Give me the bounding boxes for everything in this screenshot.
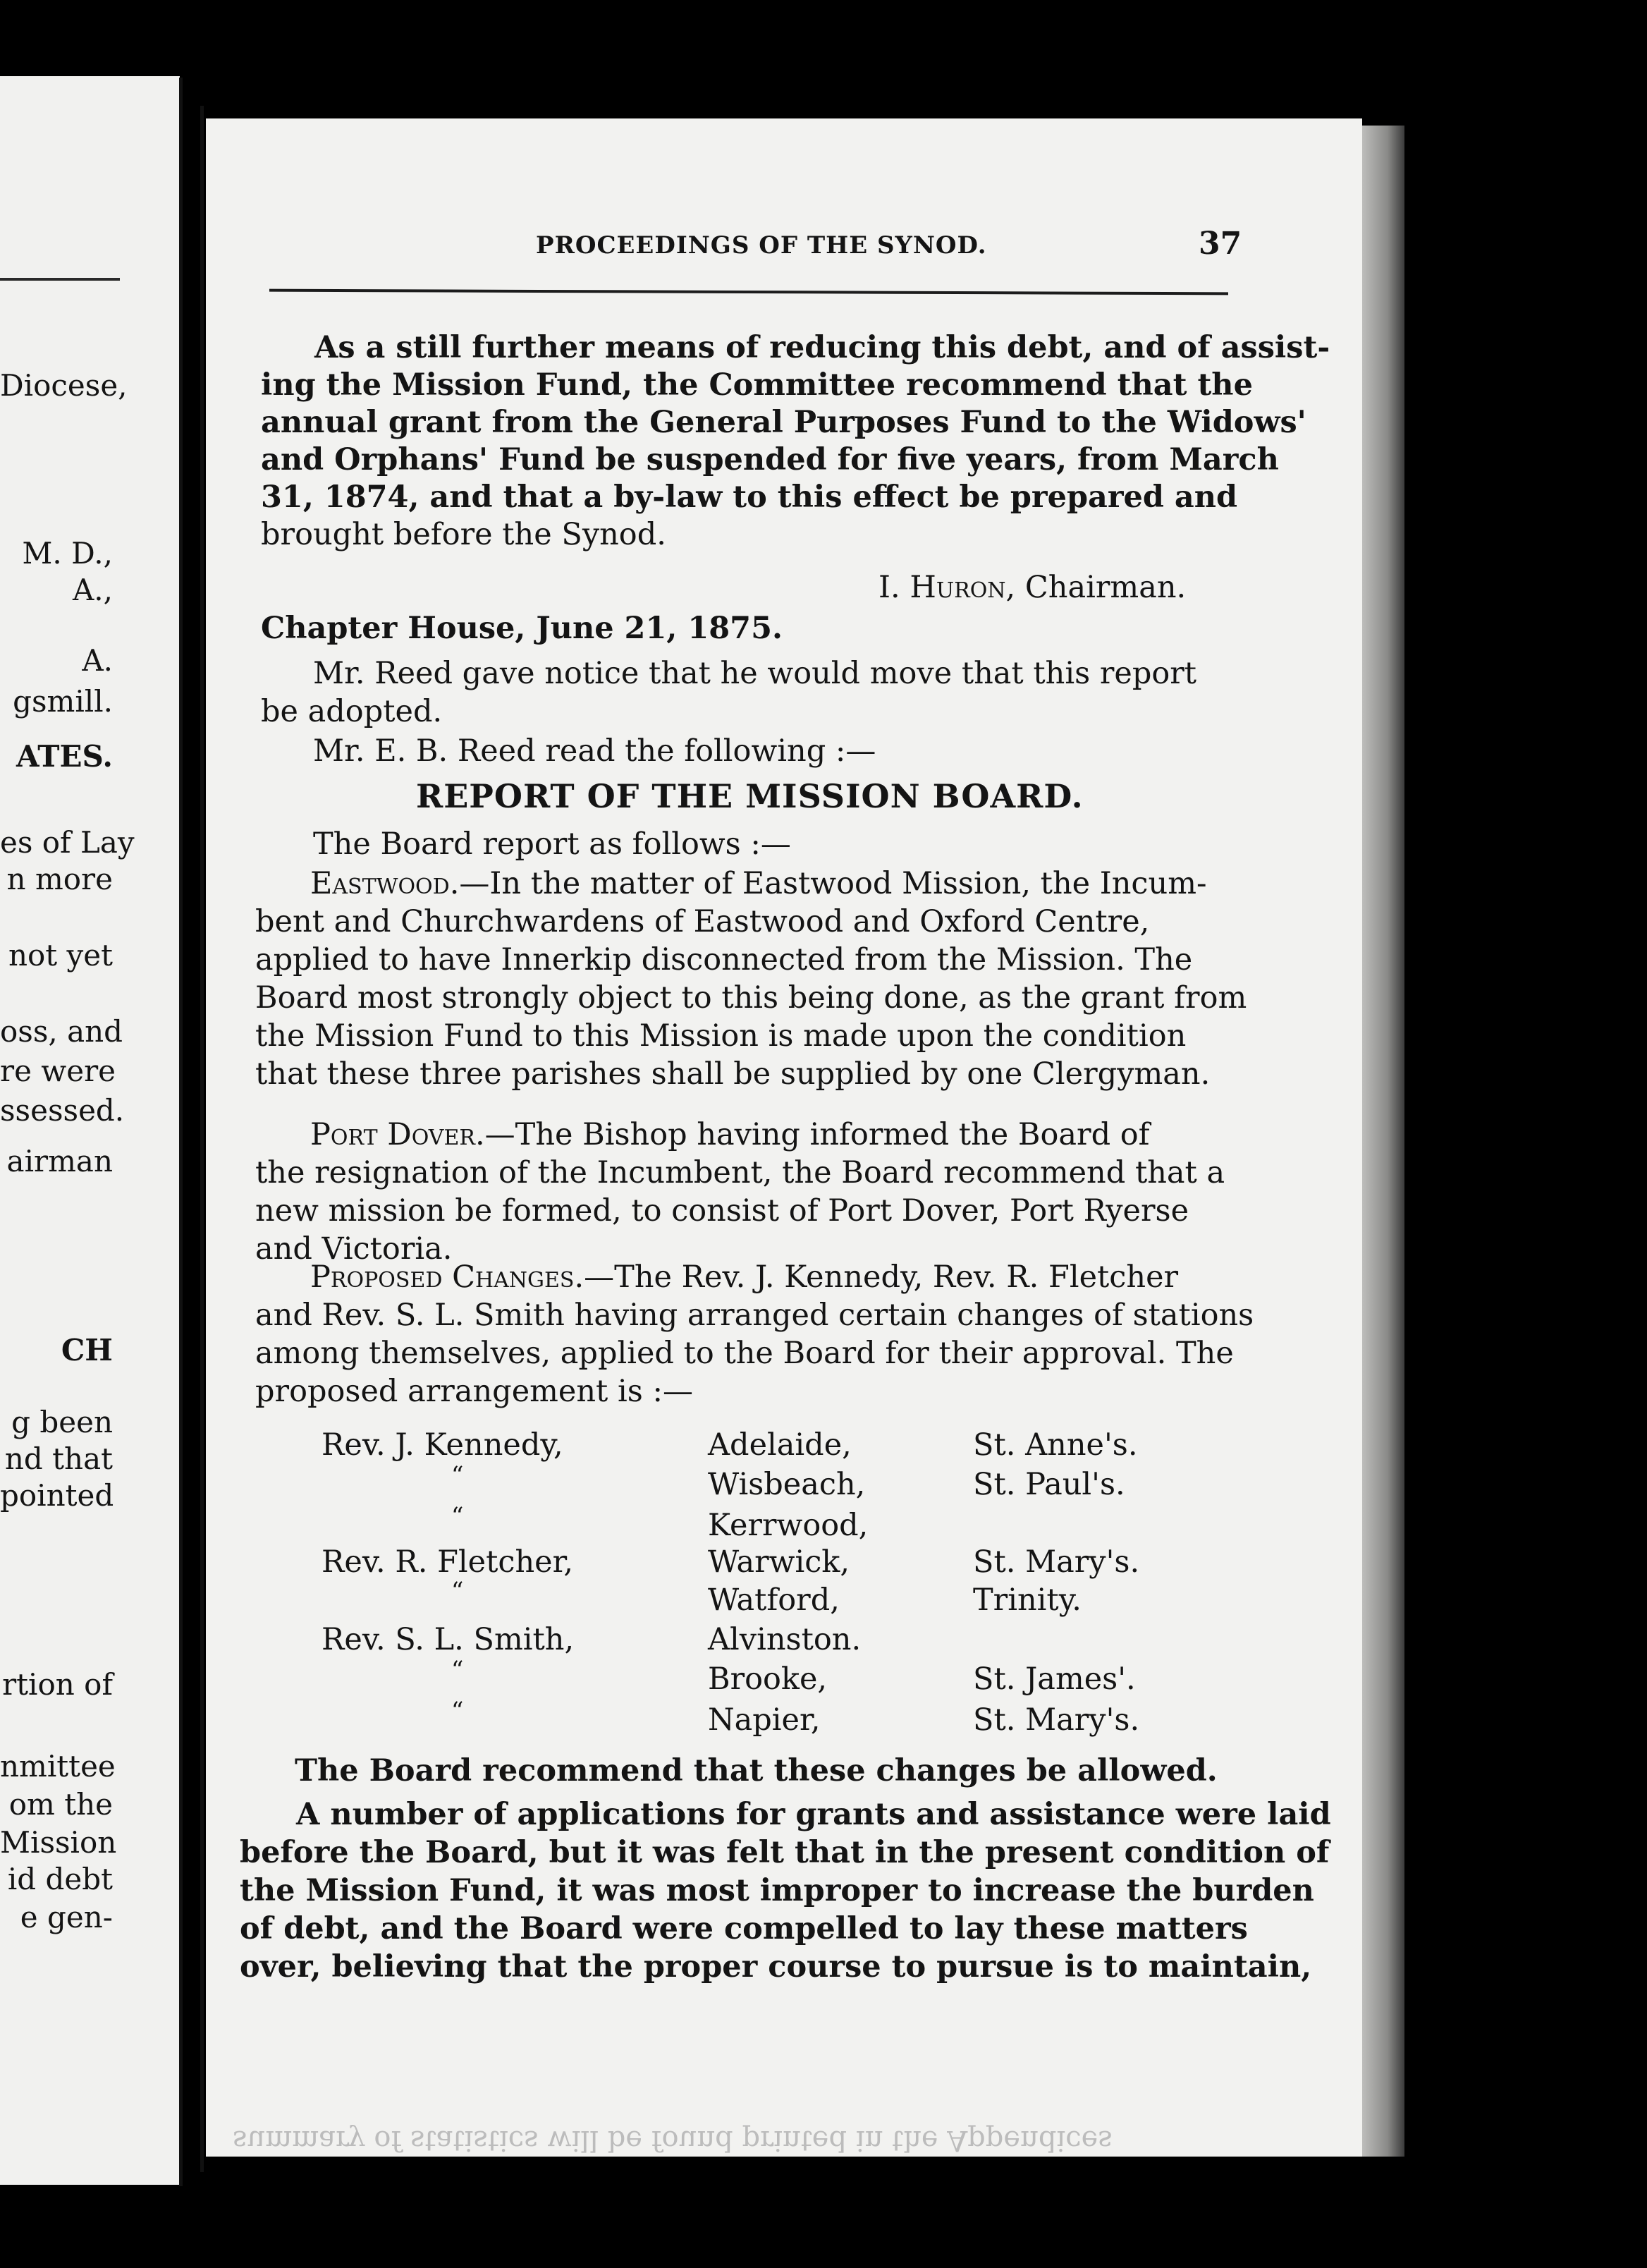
left-page-fragment: ATES. (16, 739, 113, 774)
bleed-through: summary of statistics will be found printed in the Appendices (233, 2124, 1113, 2157)
paragraph-line: ing the Mission Fund, the Committee recommend that the (261, 367, 1253, 403)
left-page-fragment: nmittee (0, 1749, 116, 1784)
section-proposed-changes-text: —The Rev. J. Kennedy, Rev. R. Fletcher (584, 1260, 1179, 1295)
arrangement-station: Wisbeach, (708, 1467, 866, 1502)
left-page-fragment: A. (82, 643, 113, 678)
section-port-dover-line: and Victoria. (255, 1231, 453, 1267)
section-eastwood-heading: Eastwood. (310, 866, 460, 901)
paragraph-line: As a still further means of reducing this debt, and of assist- (314, 330, 1330, 365)
arrangement-clergy: “ (451, 1461, 464, 1489)
left-page-fragment: oss, and (0, 1014, 123, 1049)
left-page-fragment: id debt (7, 1862, 113, 1896)
page-number: 37 (1199, 226, 1242, 262)
arrangement-parish: St. Mary's. (973, 1544, 1140, 1580)
left-page-fragment: re were (0, 1054, 116, 1088)
closing-line: A number of applications for grants and assistance were laid (296, 1797, 1331, 1832)
closing-line: of debt, and the Board were compelled to lay these matters (240, 1911, 1248, 1946)
place-date: Chapter House, June 21, 1875. (261, 611, 783, 646)
arrangement-station: Warwick, (708, 1544, 850, 1580)
left-page-fragment: ssessed. (0, 1093, 125, 1128)
section-proposed-changes-line: proposed arrangement is :— (255, 1374, 693, 1409)
signature: I. Huron, Chairman. (878, 570, 1187, 605)
section-eastwood-line: that these three parishes shall be supplied by one Clergyman. (255, 1056, 1211, 1092)
arrangement-station: Adelaide, (708, 1427, 852, 1463)
left-page-rule (0, 278, 120, 281)
closing-line: the Mission Fund, it was most improper to increase the burden (240, 1873, 1314, 1908)
left-page-fragment: M. D., (22, 536, 113, 571)
recommend-line: The Board recommend that these changes be allowed. (295, 1753, 1218, 1788)
section-eastwood-line: Board most strongly object to this being done, as the grant from (255, 980, 1247, 1016)
paragraph-line: and Orphans' Fund be suspended for five years, from March (261, 442, 1279, 477)
left-page-fragment: pointed (0, 1478, 114, 1513)
left-page-fragment: Diocese, (0, 368, 128, 403)
left-page-fragment: es of Lay (0, 825, 135, 860)
left-page-fragment: nd that (4, 1441, 113, 1476)
arrangement-clergy: “ (451, 1502, 464, 1530)
section-eastwood-line: bent and Churchwardens of Eastwood and Oxford Centre, (255, 904, 1150, 939)
section-eastwood-line: the Mission Fund to this Mission is made upon the condition (255, 1018, 1187, 1054)
arrangement-parish: St. James'. (973, 1662, 1136, 1697)
section-proposed-changes-line: and Rev. S. L. Smith having arranged certain changes of stations (255, 1298, 1254, 1333)
arrangement-clergy: “ (451, 1697, 464, 1725)
left-page-fragment: airman (6, 1144, 113, 1178)
arrangement-station: Napier, (708, 1702, 821, 1738)
gutter-line (179, 78, 183, 2186)
page-edge (1362, 126, 1404, 2157)
intro-line: Mr. E. B. Reed read the following :— (313, 733, 876, 769)
arrangement-clergy: “ (451, 1577, 464, 1605)
arrangement-station: Kerrwood, (708, 1508, 869, 1543)
section-proposed-changes-heading: Proposed Changes. (310, 1260, 584, 1295)
section-eastwood-text: —In the matter of Eastwood Mission, the Incum- (459, 866, 1207, 901)
left-page-fragment: n more (6, 862, 113, 896)
left-page-fragment: A., (72, 573, 113, 607)
left-page-fragment: g been (11, 1405, 113, 1439)
closing-line: before the Board, but it was felt that in the present condition of (240, 1835, 1330, 1870)
arrangement-station: Brooke, (708, 1662, 828, 1697)
notice-line: be adopted. (261, 694, 443, 729)
signature-name: I. Huron (878, 570, 1006, 605)
left-page-fragment: not yet (8, 938, 113, 973)
left-page-fragment: rtion of (2, 1667, 113, 1702)
paragraph-line: 31, 1874, and that a by-law to this effect be prepared and (261, 480, 1238, 515)
section-port-dover-line (310, 1117, 1150, 1152)
report-opening: The Board report as follows :— (313, 827, 791, 862)
arrangement-parish: Trinity. (973, 1583, 1082, 1618)
section-eastwood-line (310, 866, 1207, 901)
arrangement-clergy: Rev. S. L. Smith, (322, 1622, 575, 1657)
section-proposed-changes-line: among themselves, applied to the Board for their approval. The (255, 1336, 1234, 1371)
arrangement-clergy: Rev. R. Fletcher, (322, 1544, 574, 1580)
section-eastwood-line: applied to have Innerkip disconnected from the Mission. The (255, 942, 1193, 977)
notice-line: Mr. Reed gave notice that he would move that this report (313, 656, 1197, 691)
arrangement-clergy: “ (451, 1656, 464, 1684)
signature-role: Chairman. (1024, 570, 1187, 605)
arrangement-parish: St. Mary's. (973, 1702, 1140, 1738)
left-page-fragment: om the (8, 1787, 113, 1822)
report-title: REPORT OF THE MISSION BOARD. (416, 777, 1084, 815)
closing-line: over, believing that the proper course to pursue is to maintain, (240, 1949, 1312, 1984)
left-page-fragment: e gen- (20, 1900, 113, 1934)
arrangement-clergy: Rev. J. Kennedy, (322, 1427, 563, 1463)
section-port-dover-text: —The Bishop having informed the Board of (484, 1117, 1150, 1152)
arrangement-station: Alvinston. (708, 1622, 862, 1657)
section-port-dover-heading: Port Dover. (310, 1117, 485, 1152)
paragraph-line: annual grant from the General Purposes Fund to the Widows' (261, 405, 1306, 440)
section-port-dover-line: the resignation of the Incumbent, the Board recommend that a (255, 1155, 1225, 1190)
arrangement-parish: St. Paul's. (973, 1467, 1125, 1502)
arrangement-station: Watford, (708, 1583, 840, 1618)
left-page-fragment: gsmill. (13, 684, 113, 719)
gutter-line (200, 106, 204, 2172)
left-page-fragment: Mission (0, 1825, 117, 1860)
arrangement-parish: St. Anne's. (973, 1427, 1138, 1463)
left-page-fragment: CH (61, 1333, 113, 1367)
section-proposed-changes-line (310, 1260, 1178, 1295)
paragraph-line: brought before the Synod. (261, 517, 666, 552)
section-port-dover-line: new mission be formed, to consist of Port Dover, Port Ryerse (255, 1193, 1189, 1228)
running-head: PROCEEDINGS OF THE SYNOD. (536, 231, 987, 260)
